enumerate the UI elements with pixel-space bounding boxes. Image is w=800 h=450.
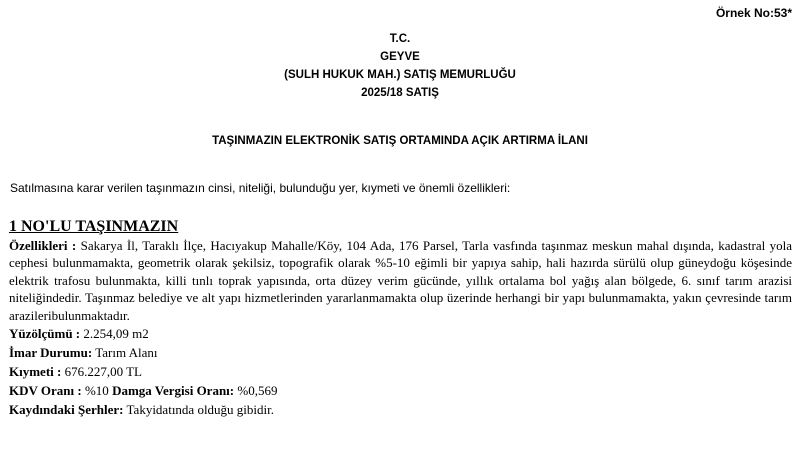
kdv-value: %10 [84, 383, 109, 399]
example-number: Örnek No:53* [715, 6, 792, 20]
encumbrance-value: Takyidatında olduğu gibidir. [126, 402, 275, 418]
header-line-office: (SULH HUKUK MAH.) SATIŞ MEMURLUĞU [284, 69, 516, 81]
value-amount: 676.227,00 TL [64, 364, 142, 380]
announcement-title: TAŞINMAZIN ELEKTRONİK SATIŞ ORTAMINDA AÇIK ARTIRMA İLANI [212, 135, 588, 147]
zoning-label: İmar Durumu: [9, 345, 93, 361]
encumbrance-label: Kaydındaki Şerhler: [9, 402, 124, 418]
area-value: 2.254,09 m2 [83, 326, 149, 342]
kdv-label: KDV Oranı : [9, 383, 82, 399]
header-line-district: GEYVE [380, 51, 420, 63]
zoning-row [9, 343, 792, 362]
office-header [0, 30, 800, 102]
property-section [9, 217, 792, 419]
stamp-tax-value: %0,569 [237, 383, 278, 399]
intro-text: Satılmasına karar verilen taşınmazın cinsi, niteliği, bulunduğu yer, kıymeti ve önemli özellikleri: [10, 181, 511, 195]
value-row [9, 362, 792, 381]
area-label: Yüzölçümü : [9, 326, 81, 342]
zoning-value: Tarım Alanı [95, 345, 158, 361]
header-line-file-number: 2025/18 SATIŞ [361, 87, 439, 99]
property-features [9, 237, 792, 324]
features-text: Sakarya İl, Taraklı İlçe, Hacıyakup Mahalle/Köy, 104 Ada, 176 Parsel, Tarla vasfında taşınmaz meskun mahal dışında, kadastral yola cephesi bulunmamakta, geometrik olarak şekilsiz, topografik olarak %5-10 eğimli bir yapıya sahip, hali hazırda sürülü olup güneydoğu köşesinde elektrik trafosu bulunmakta, killi tınlı toprak yapısında, orta düzey verim gücünde, yıllık ortalama bol yağış alan bölgede, 6. sınıf tarım arazisi niteliğindedir. Taşınmaz belediye ve alt yapı hizmetlerinden yararlanmamakta olup üzerinde herhangi bir yapı bulunmamakta, yakın çevresinde tarım arazileribulunmaktadır. [9, 238, 792, 323]
tax-row [9, 381, 792, 400]
property-title: 1 NO'LU TAŞINMAZIN [9, 218, 179, 235]
encumbrance-row [9, 400, 792, 419]
features-label: Özellikleri : [9, 238, 77, 253]
stamp-tax-label: Damga Vergisi Oranı: [112, 383, 235, 399]
header-line-tc: T.C. [389, 33, 411, 45]
area-row [9, 324, 792, 343]
value-label: Kıymeti : [9, 364, 62, 380]
